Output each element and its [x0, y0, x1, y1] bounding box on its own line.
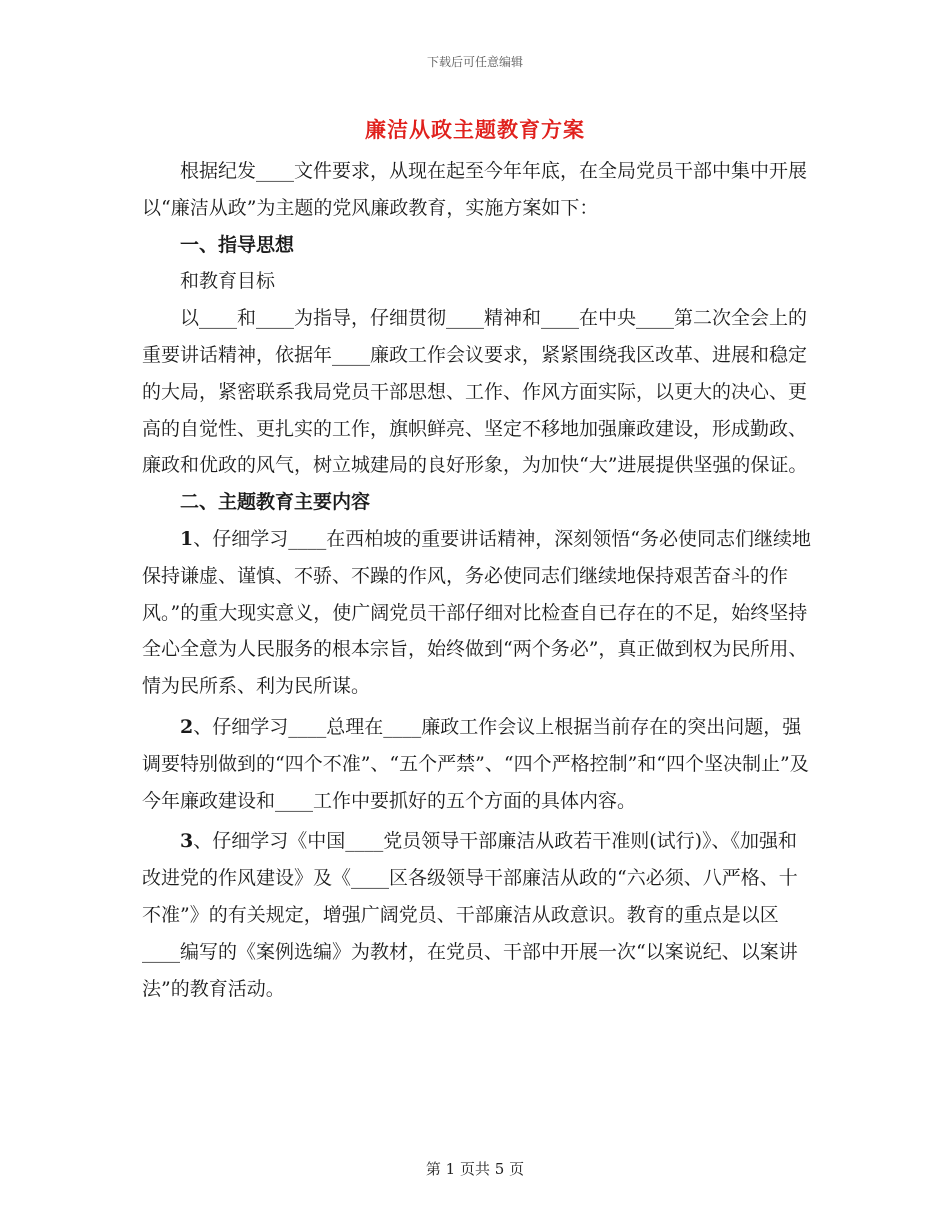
item-number: 1 [180, 527, 194, 550]
document-title: 廉洁从政主题教育方案 [365, 117, 585, 142]
document-body [142, 153, 812, 1007]
section-heading: 一、指导思想 [180, 233, 295, 256]
intro-paragraph: 根据纪发____文件要求，从现在起至今年年底，在全局党员干部中集中开展以“廉洁从政”为主题的党风廉政教育，实施方案如下： [142, 160, 808, 219]
item-number: 2 [180, 715, 194, 738]
item-number: 3 [180, 830, 194, 853]
page-header: 下载后可任意编辑 [426, 55, 523, 69]
section-paragraph: 以____和____为指导，仔细贯彻____精神和____在中央____第二次全会上的重要讲话精神，依据年____廉政工作会议要求，紧紧围绕我区改革、进展和稳定的大局，紧密联系我局党员干部思想、工作、作风方面实际，以更大的决心、更高的自觉性、更扎实的工作，旗帜鲜亮、坚定不移地加强廉政建设，形成勤政、廉政和优政的风气，树立城建局的良好形象，为加快“大”进展提供坚强的保证。 [142, 307, 808, 477]
page-footer: 第 1 页共 5 页 [425, 1160, 525, 1178]
item-text: 、仔细学习____在西柏坡的重要讲话精神，深刻领悟“务必使同志们继续地保持谦虚、谨慎、不骄、不躁的作风，务必使同志们继续地保持艰苦奋斗的作风。”的重大现实意义，使广阔党员干部仔细对比检查自已存在的不足，始终坚持全心全意为人民服务的根本宗旨，始终做到“两个务必”，真正做到权为民所用、情为民所系、利为民所谋。 [142, 527, 811, 698]
section-heading: 二、主题教育主要内容 [180, 491, 371, 514]
section-subheading: 和教育目标 [180, 270, 276, 293]
list-item [142, 521, 812, 705]
item-text: 、仔细学习____总理在____廉政工作会议上根据当前存在的突出问题，强调要特别做到的“四个不准”、“五个严禁”、“四个严格控制”和“四个坚决制止”及今年廉政建设和____工作中要抓好的五个方面的具体内容。 [142, 715, 809, 812]
list-item [142, 823, 812, 1007]
item-text: 、仔细学习《中国____党员领导干部廉洁从政若干准则(试行)》、《加强和改进党的作风建设》及《____区各级领导干部廉洁从政的“六必须、八严格、十不准”》的有关规定，增强广阔党员、干部廉洁从政意识。教育的重点是以区____编写的《案例选编》为教材，在党员、干部中开展一次“以案说纪、以案讲法”的教育活动。 [142, 830, 798, 1000]
list-item [142, 709, 812, 819]
